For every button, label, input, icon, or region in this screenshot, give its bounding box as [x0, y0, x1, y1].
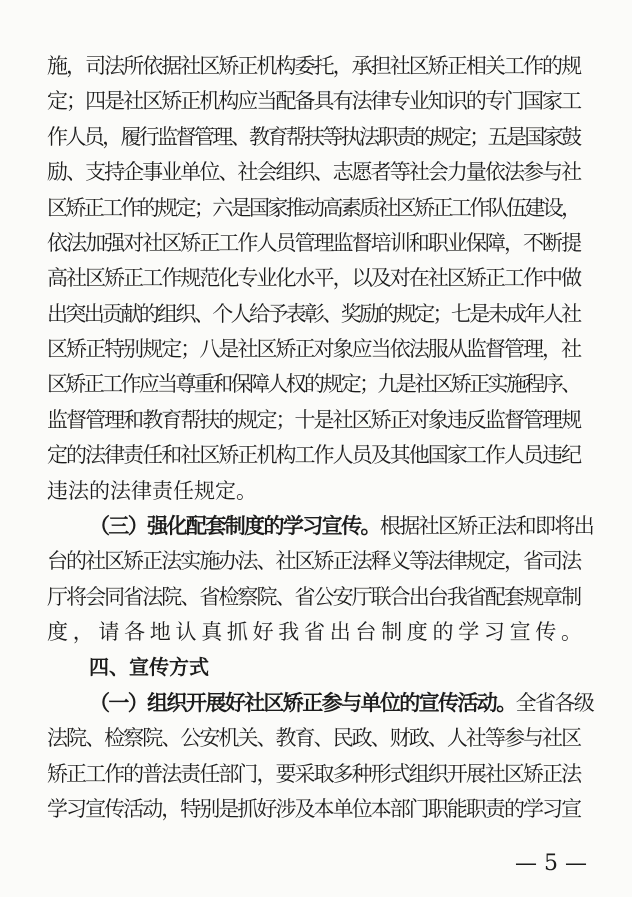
- text-line: 施，司法所依据社区矫正机构委托，承担社区矫正相关工作的规: [47, 54, 581, 78]
- text-line: 违法的法律责任规定。: [47, 479, 257, 503]
- text-line: 定；四是社区矫正机构应当配备具有法律专业知识的专门国家工: [47, 89, 581, 113]
- text-line: 区矫正工作的规定；六是国家推动高素质社区矫正工作队伍建设，: [47, 196, 580, 220]
- subsection-one-first-line-text: 全省各级: [515, 691, 594, 715]
- section-three-first-line: [89, 514, 593, 538]
- text-line: 学习宣传活动，特别是抓好涉及本单位本部门职能职责的学习宣: [47, 797, 581, 821]
- text-line: 作人员，履行监督管理、教育帮扶等执法职责的规定；五是国家鼓: [47, 125, 580, 149]
- text-line: 出突出贡献的组织、个人给予表彰、奖励的规定；七是未成年人社: [47, 302, 580, 326]
- page-number: — 5 —: [515, 851, 587, 876]
- text-line: 度，请各地认真抓好我省出台制度的学习宣传。: [47, 620, 587, 644]
- text-line: 台的社区矫正法实施办法、社区矫正法释义等法律规定，省司法: [47, 549, 581, 573]
- text-line: 励、支持企事业单位、社会组织、志愿者等社会力量依法参与社: [47, 160, 581, 184]
- subsection-one-title: （一）组织开展好社区矫正参与单位的宣传活动。: [89, 690, 516, 715]
- text-line: 监督管理和教育帮扶的规定；十是社区矫正对象违反监督管理规: [47, 408, 581, 432]
- text-line: 定的法律责任和社区矫正机构工作人员及其他国家工作人员违纪: [47, 443, 581, 467]
- section-heading: 四、宣传方式: [89, 655, 209, 679]
- text-line: 高社区矫正工作规范化专业化水平，以及对在社区矫正工作中做: [47, 266, 581, 290]
- section-three-title: （三）强化配套制度的学习宣传。: [89, 513, 380, 538]
- section-three-first-line-text: 根据社区矫正法和即将出: [379, 514, 594, 538]
- text-line: 矫正工作的普法责任部门，要采取多种形式组织开展社区矫正法: [47, 762, 581, 786]
- text-line: 区矫正工作应当尊重和保障人权的规定；九是社区矫正实施程序、: [47, 372, 580, 396]
- text-line: 依法加强对社区矫正工作人员管理监督培训和职业保障，不断提: [47, 231, 581, 255]
- subsection-one-first-line: [89, 691, 593, 715]
- text-line: 区矫正特别规定；八是社区矫正对象应当依法服从监督管理，社: [47, 337, 581, 361]
- text-line: 法院、检察院、公安机关、教育、民政、财政、人社等参与社区: [47, 726, 581, 750]
- text-line: 厅将会同省法院、省检察院、省公安厅联合出台我省配套规章制: [47, 585, 581, 609]
